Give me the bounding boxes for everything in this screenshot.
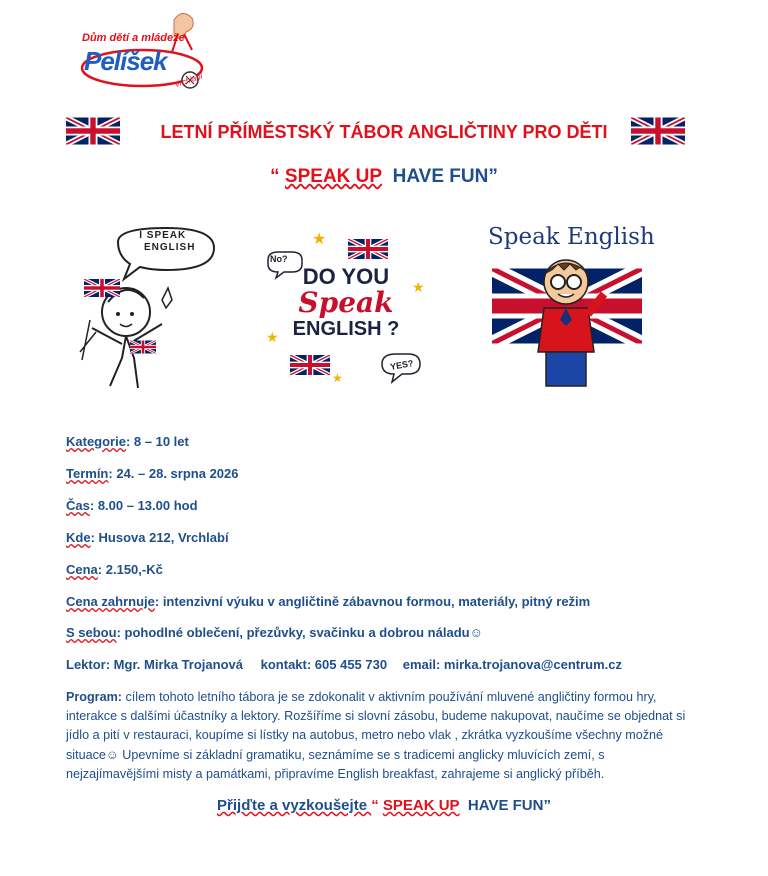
boy-figure bbox=[516, 256, 616, 390]
bubble-text: I SPEAK ENGLISH bbox=[139, 230, 196, 253]
detail-kde: Kde: Husova 212, Vrchlabí bbox=[66, 530, 229, 545]
phone-number: 605 455 730 bbox=[314, 657, 388, 672]
speak-english-image: Speak English bbox=[486, 222, 656, 390]
do-you-speak-english-image: ★ ★ ★ ★ No? YES? DO YOU Speak ENGLISH ? bbox=[262, 232, 426, 388]
slogan-have-fun: HAVE FUN” bbox=[392, 166, 498, 187]
detail-lektor: Lektor: Mgr. Mirka Trojanová kontakt: 605 455 730 email: mirka.trojanova@centrum.cz bbox=[66, 657, 623, 672]
detail-termin: Termín: 24. – 28. srpna 2026 bbox=[66, 466, 239, 481]
uk-flag-icon bbox=[130, 336, 156, 358]
logo-subtitle: Dům dětí a mládeže bbox=[82, 32, 185, 44]
detail-cas: Čas: 8.00 – 13.00 hod bbox=[66, 498, 198, 513]
detail-kategorie: Kategorie: 8 – 10 let bbox=[66, 434, 189, 449]
uk-flag-icon bbox=[84, 276, 120, 300]
uk-flag-icon bbox=[348, 236, 388, 262]
svg-text:★: ★ bbox=[312, 232, 327, 248]
program-paragraph: Program: cílem tohoto letního tábora je se zdokonalit v aktivním používání mluvené angličtiny formou hry, interakce s dalšími účastníky a lektory. Rozšíříme si slovní zásobu, budeme nakupovat, naučíme se objednat si jídlo a pití v restauraci, koupíme si lístky na autobus, metro nebo vlak , zkrátka vyzkoušíme všechny možné situace☺ Upevníme si základní gramatiku, seznámíme se s tradicemi anglicky mluvících zemí, s nejzajímavějšími misty a památkami, připravíme English breakfast, zahrajeme si anglický příběh. bbox=[66, 690, 686, 781]
lektor-name: Mgr. Mirka Trojanová bbox=[113, 657, 243, 672]
detail-cena: Cena: 2.150,-Kč bbox=[66, 562, 163, 577]
slogan: “ SPEAK UP HAVE FUN” bbox=[270, 166, 498, 187]
page-title: LETNÍ PŘÍMĚSTSKÝ TÁBOR ANGLIČTINY PRO DĚTI bbox=[160, 122, 608, 142]
detail-s-sebou: S sebou: pohodlné oblečení, přezůvky, svačinku a dobrou náladu☺ bbox=[66, 625, 483, 640]
svg-text:★: ★ bbox=[266, 330, 279, 346]
uk-flag-icon bbox=[290, 350, 330, 380]
logo-city: Vrchlabí bbox=[173, 71, 204, 90]
logo bbox=[78, 6, 218, 94]
slogan-speak: SPEAK UP bbox=[284, 166, 383, 187]
logo-name: Pelíšek bbox=[84, 46, 167, 76]
closing-line: Přijďte a vyzkoušejte “ SPEAK UP HAVE FUN” bbox=[217, 797, 551, 814]
uk-flag-icon bbox=[66, 117, 120, 145]
email-link[interactable]: mirka.trojanova@centrum.cz bbox=[443, 657, 623, 672]
svg-text:★: ★ bbox=[332, 371, 343, 385]
detail-cena-zahrnuje: Cena zahrnuje: intenzivní výuku v angličtině zábavnou formou, materiály, pitný režim bbox=[66, 594, 591, 609]
uk-flag-icon bbox=[631, 117, 685, 145]
svg-text:★: ★ bbox=[412, 280, 425, 296]
girl-speaking-image bbox=[70, 224, 222, 392]
do-you-speak-text: DO YOU Speak ENGLISH ? bbox=[292, 264, 400, 340]
